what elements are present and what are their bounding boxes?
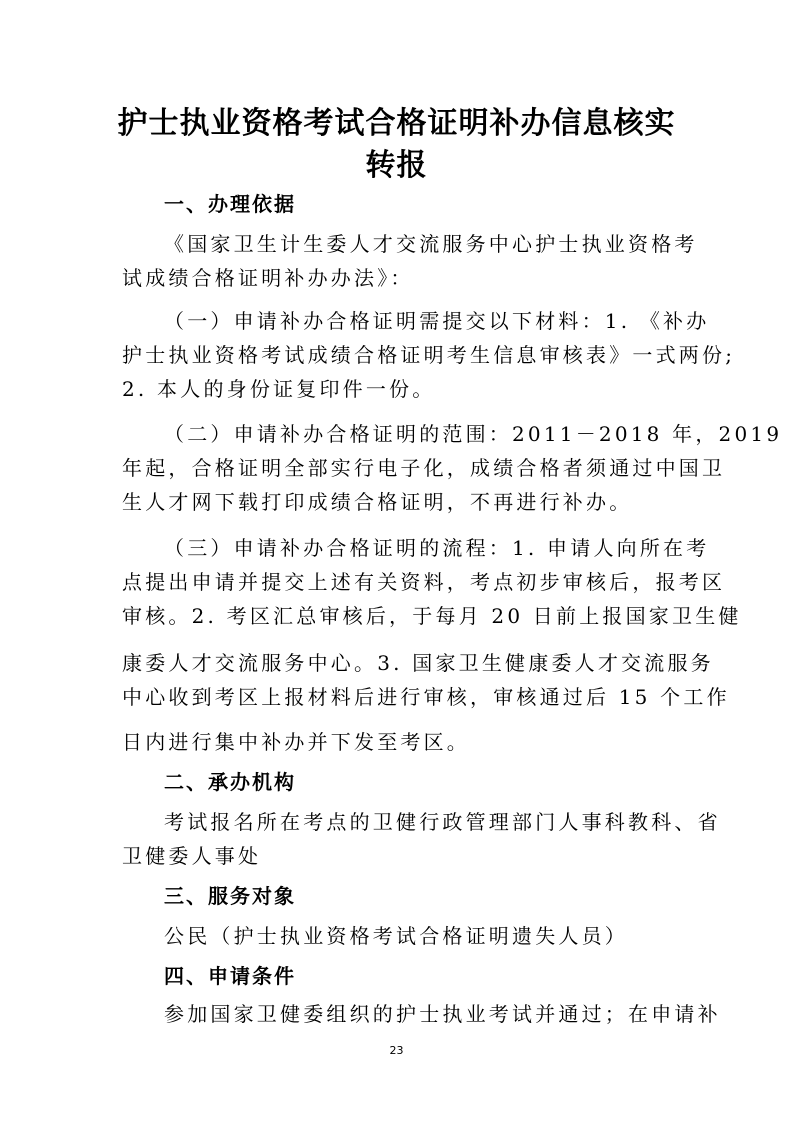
section-heading-organization: 二、承办机构	[164, 770, 296, 794]
paragraph-line: 《国家卫生计生委人才交流服务中心护士执业资格考	[164, 232, 698, 256]
paragraph-line: 护士执业资格考试成绩合格证明考生信息审核表》一式两份;	[122, 343, 736, 367]
paragraph-line: 2. 本人的身份证复印件一份。	[122, 377, 436, 401]
paragraph-line: （三）申请补办合格证明的流程：1. 申请人向所在考	[164, 536, 710, 560]
paragraph-line: 生人才网下载打印成绩合格证明，不再进行补办。	[122, 490, 633, 514]
paragraph-line: 试成绩合格证明补办办法》：	[122, 266, 414, 290]
paragraph-line: 中心收到考区上报材料后进行审核，审核通过后 15 个工作	[122, 685, 730, 709]
paragraph-line: 点提出申请并提交上述有关资料，考点初步审核后，报考区	[122, 570, 726, 594]
paragraph-line: （一）申请补办合格证明需提交以下材料：1. 《补办	[164, 309, 710, 333]
document-title-line-1: 护士执业资格考试合格证明补办信息核实	[117, 106, 676, 141]
paragraph-line: 日内进行集中补办并下发至考区。	[122, 730, 470, 754]
paragraph-line: （二）申请补办合格证明的范围：2011－2018 年，2019	[164, 422, 783, 446]
paragraph-line: 康委人才交流服务中心。3. 国家卫生健康委人才交流服务	[122, 651, 714, 675]
section-heading-conditions: 四、申请条件	[164, 964, 296, 988]
section-heading-basis: 一、办理依据	[164, 192, 296, 216]
paragraph-line: 卫健委人事处	[122, 844, 262, 868]
document-title-line-2: 转报	[365, 148, 428, 183]
paragraph-line: 审核。2. 考区汇总审核后，于每月 20 日前上报国家卫生健	[122, 604, 742, 628]
page-number: 23	[389, 1044, 404, 1057]
paragraph-line: 参加国家卫健委组织的护士执业考试并通过；在申请补	[164, 1002, 721, 1026]
paragraph-line: 公民（护士执业资格考试合格证明遗失人员）	[164, 924, 628, 948]
paragraph-line: 考试报名所在考点的卫健行政管理部门人事科教科、省	[164, 810, 721, 834]
paragraph-line: 年起，合格证明全部实行电子化，成绩合格者须通过中国卫	[122, 456, 726, 480]
section-heading-service-target: 三、服务对象	[164, 884, 296, 908]
